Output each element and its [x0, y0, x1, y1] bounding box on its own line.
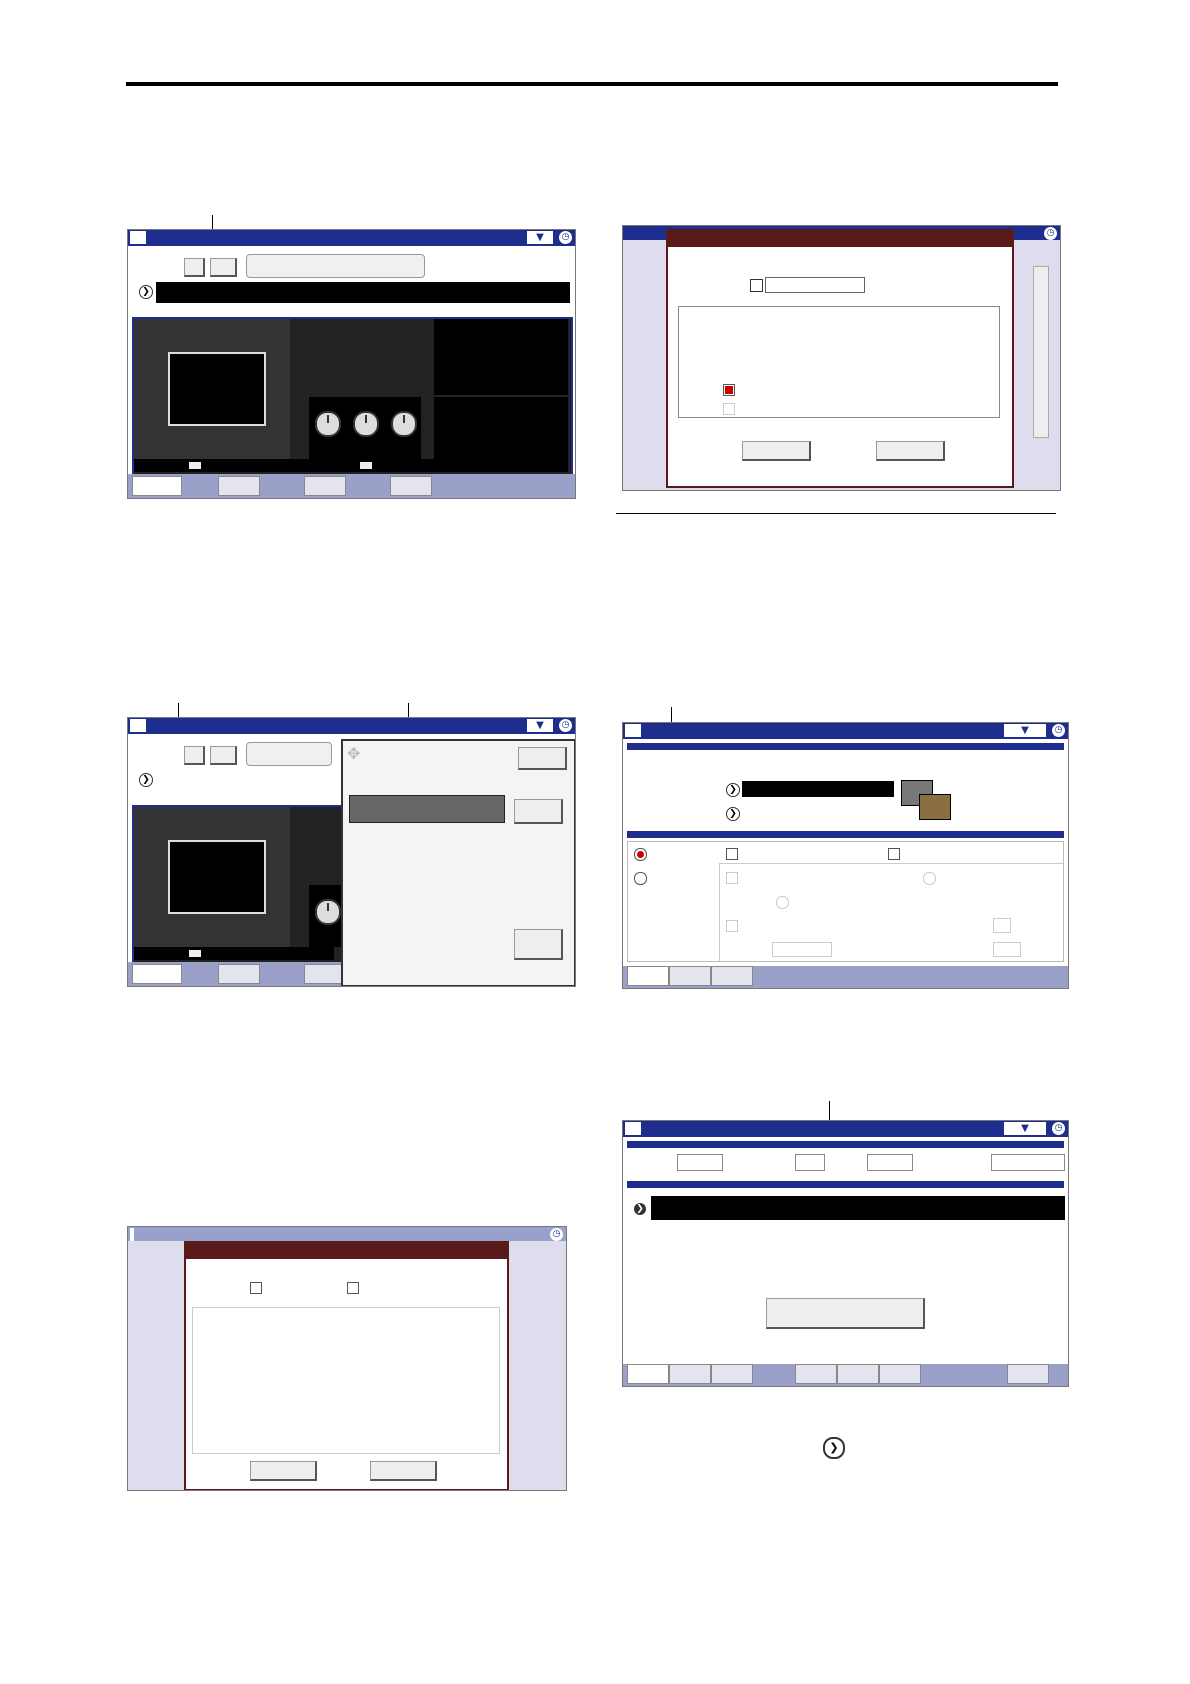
clock-icon: ◷	[559, 231, 572, 244]
pic1-value[interactable]	[742, 781, 894, 797]
sw-bar	[134, 947, 334, 960]
mode-label	[130, 719, 146, 732]
title-bar	[623, 1121, 1068, 1137]
tab-bar	[623, 966, 1068, 988]
checkbox-icon	[726, 872, 738, 884]
program-name[interactable]	[156, 282, 570, 303]
arrow-circle-icon: ❯	[823, 1437, 845, 1459]
top-rule	[126, 82, 1058, 86]
title-bar	[128, 230, 575, 246]
sw2-indicator	[360, 462, 372, 469]
arrow-right-icon: ❯	[726, 783, 740, 797]
title-bar	[623, 723, 1068, 739]
tab-osc1-velocity[interactable]	[669, 1364, 711, 1384]
bank-c-button[interactable]	[184, 746, 205, 765]
voice-assign-section	[627, 831, 1064, 838]
jump-to-drumkit-edit-button[interactable]	[766, 1298, 925, 1329]
checkbox-icon	[723, 384, 735, 396]
osc-mode-section	[627, 743, 1064, 750]
poly-radio[interactable]	[634, 847, 651, 861]
radio-icon	[923, 872, 936, 885]
title-bar	[128, 718, 575, 734]
global-setting-checkbox[interactable]	[723, 383, 739, 396]
screenshot-save-all	[622, 225, 1061, 491]
mono-radio[interactable]	[634, 871, 651, 885]
tab-osc1-setup[interactable]	[627, 1364, 669, 1384]
category-box[interactable]	[246, 254, 425, 278]
combination-checkbox[interactable]	[250, 1281, 266, 1294]
program-select-arrow[interactable]	[139, 773, 153, 787]
detune-value[interactable]	[772, 942, 832, 957]
cancel-button[interactable]	[250, 1461, 317, 1481]
bank-uc-button[interactable]	[210, 258, 237, 277]
page-menu-button[interactable]: ▼	[527, 231, 553, 244]
clock-icon: ◷	[1052, 1122, 1065, 1135]
octave-value[interactable]	[677, 1154, 723, 1171]
close-button[interactable]	[518, 747, 567, 770]
clear-entry-button[interactable]	[514, 799, 563, 824]
tab-main[interactable]	[132, 476, 182, 496]
osc-panel	[134, 319, 290, 459]
tab-tone-adjust[interactable]	[390, 476, 432, 496]
checkbox-icon	[250, 1282, 262, 1294]
change-bank-dialog	[184, 1241, 509, 1491]
tab-pitch-eg[interactable]	[1007, 1364, 1049, 1384]
single-trigger-checkbox[interactable]	[888, 847, 904, 860]
arrow-right-icon: ❯	[726, 807, 740, 821]
clock-icon: ◷	[1052, 724, 1065, 737]
bank-c-button[interactable]	[184, 258, 205, 277]
tab-osc2-velocity[interactable]	[837, 1364, 879, 1384]
drumkit-select-arrow[interactable]	[634, 1202, 646, 1215]
eq-low-knob[interactable]	[315, 899, 341, 925]
dialog-title	[668, 231, 1012, 247]
tab-program-basic[interactable]	[627, 966, 669, 986]
screenshot-osc-pitch	[622, 1120, 1069, 1387]
sw-bar	[134, 459, 568, 472]
tab-osc2-setup[interactable]	[795, 1364, 837, 1384]
drag-handle-icon[interactable]: ✥	[347, 744, 361, 763]
screenshot-prog-play-keypad	[127, 717, 576, 987]
tab-bar	[623, 1364, 1068, 1386]
tab-arp[interactable]	[304, 476, 346, 496]
tab-note-on-scale[interactable]	[669, 966, 711, 986]
checkbox-icon	[888, 848, 900, 860]
filename-field[interactable]	[765, 277, 865, 293]
mode-label	[625, 1122, 641, 1135]
krome-logo	[168, 840, 266, 914]
radio-icon	[634, 848, 647, 861]
tab-arp[interactable]	[304, 964, 346, 984]
unison-checkbox[interactable]	[726, 919, 742, 932]
clock-icon: ◷	[559, 719, 572, 732]
page-menu-button[interactable]: ▼	[1004, 1122, 1046, 1135]
page-menu-button[interactable]: ▼	[1004, 724, 1046, 737]
arrow-right-icon: ❯	[139, 773, 153, 787]
eq-mid-knob[interactable]	[353, 411, 379, 437]
checkbox-icon	[726, 920, 738, 932]
text-edit-icon[interactable]	[750, 279, 763, 292]
mode-label	[130, 1228, 134, 1241]
tab-mixer-drum[interactable]	[218, 964, 260, 984]
screenshot-global-basic-setup	[127, 1226, 567, 1491]
numeric-keypad	[341, 739, 576, 987]
drumkit-value[interactable]	[651, 1196, 1065, 1220]
tab-controllers[interactable]	[711, 966, 753, 986]
poly-legato-checkbox[interactable]	[726, 847, 742, 860]
pic2-arrow[interactable]	[726, 807, 740, 821]
tone-controls	[306, 319, 428, 395]
sw1-indicator	[189, 950, 201, 957]
arrow-right-icon: ❯	[139, 285, 153, 299]
category-box[interactable]	[246, 742, 332, 766]
checkbox-icon	[726, 848, 738, 860]
dialog-title	[186, 1243, 507, 1259]
osc1-section	[627, 1141, 1064, 1148]
tab-bar	[128, 474, 575, 498]
num-voices-value[interactable]	[993, 918, 1011, 933]
drum-track-checkbox[interactable]	[723, 402, 739, 415]
clock-icon: ◷	[1044, 227, 1057, 240]
checkbox-icon	[347, 1282, 359, 1294]
ifx-list	[434, 319, 568, 395]
save-all-dialog	[666, 229, 1014, 488]
eq-low-knob[interactable]	[315, 411, 341, 437]
pic1-arrow[interactable]	[726, 783, 740, 797]
radio-icon	[776, 896, 789, 909]
osc-panel	[134, 807, 290, 947]
eq-panel-partial	[309, 885, 341, 947]
mode-label	[130, 231, 146, 244]
mode-radio[interactable]	[923, 871, 940, 885]
krome-logo	[168, 352, 266, 426]
mono-legato-checkbox[interactable]	[726, 871, 742, 884]
thickness-value[interactable]	[993, 942, 1021, 957]
tab-mixer-drum[interactable]	[218, 476, 260, 496]
arrow-right-icon: ❯	[634, 1203, 646, 1215]
radio-icon	[634, 872, 647, 885]
bg-scrollbar[interactable]	[1033, 266, 1049, 438]
checkbox-icon	[723, 403, 735, 415]
tone-controls-partial	[306, 807, 340, 883]
keypad-display	[349, 795, 505, 823]
drumkit-section	[627, 1181, 1064, 1188]
tab-osc2-pitch[interactable]	[879, 1364, 921, 1384]
screenshot-prog-play	[127, 229, 576, 499]
mfx-panel	[434, 397, 568, 459]
tab-main[interactable]	[132, 964, 182, 984]
screenshot-program-basic	[622, 722, 1069, 989]
title-bar	[128, 1227, 566, 1241]
cancel-button[interactable]	[742, 441, 811, 461]
eq-panel	[309, 397, 421, 459]
sw1-indicator	[189, 462, 201, 469]
ok-button[interactable]	[876, 441, 945, 461]
freq-offset-value[interactable]	[991, 1154, 1065, 1171]
mode-label	[625, 724, 641, 737]
program-bank-box	[192, 1307, 500, 1454]
separator-rule	[616, 513, 1056, 514]
drum-picture-2	[919, 794, 951, 820]
enter-button[interactable]	[514, 929, 563, 960]
transpose-value[interactable]	[795, 1154, 825, 1171]
clock-icon: ◷	[550, 1228, 563, 1241]
tune-value[interactable]	[867, 1154, 913, 1171]
program-select-arrow[interactable]	[139, 285, 153, 299]
ok-button[interactable]	[370, 1461, 437, 1481]
page-menu-button[interactable]: ▼	[527, 719, 553, 732]
tab-osc1-pitch[interactable]	[711, 1364, 753, 1384]
priority-radio[interactable]	[776, 895, 793, 909]
bank-uc-button[interactable]	[210, 746, 237, 765]
eq-high-knob[interactable]	[391, 411, 417, 437]
song-checkbox[interactable]	[347, 1281, 363, 1294]
